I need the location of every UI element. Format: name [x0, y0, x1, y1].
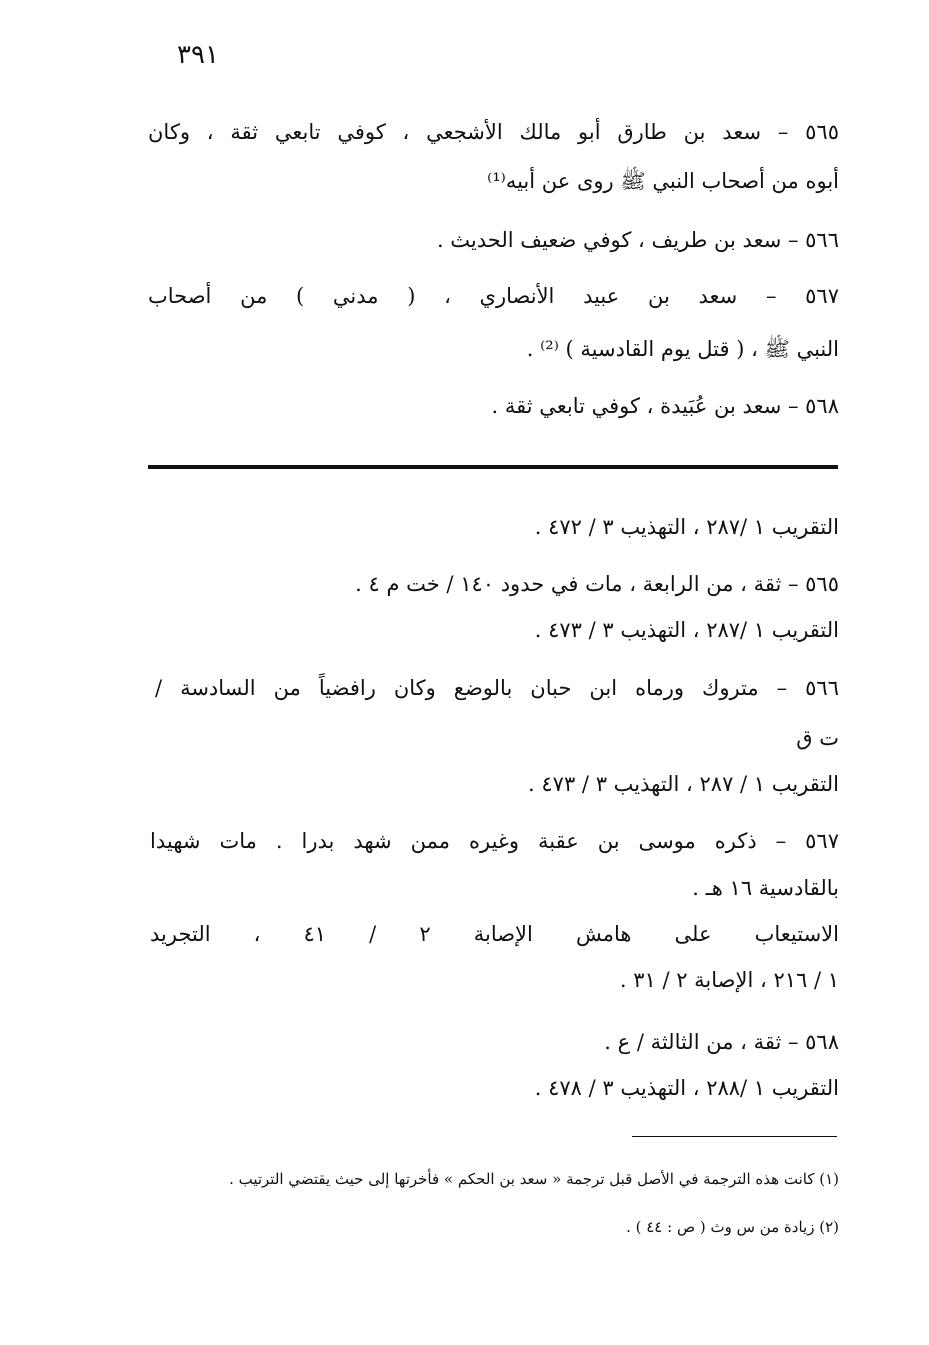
section-divider [148, 465, 838, 469]
note-567-line-3: الاستيعاب على هامش الإصابة ٢ / ٤١ ، التجريد [150, 922, 839, 946]
footnote-1: (١) كانت هذه الترجمة في الأصل قبل ترجمة « سعد بن الحكم » فأخرتها إلى حيث يقتضي الترتيب . [229, 1170, 839, 1188]
note-568-line-2: التقريب ١ /٢٨٨ ، التهذيب ٣ / ٤٧٨ . [534, 1076, 839, 1100]
entry-566-line-1: ٥٦٦ – سعد بن طريف ، كوفي ضعيف الحديث . [436, 228, 839, 252]
footnote-2: (٢) زيادة من س وث ( ص : ٤٤ ) . [626, 1218, 839, 1236]
note-566-line-2: ت ق [796, 726, 839, 750]
entry-567-line-1: ٥٦٧ – سعد بن عبيد الأنصاري ، ( مدني ) من أصحاب [148, 284, 839, 308]
entry-567-line-2: النبي ﷺ ، ( قتل يوم القادسية ) ⁽²⁾ . [526, 337, 839, 361]
note-0-line-1: التقريب ١ /٢٨٧ ، التهذيب ٣ / ٤٧٢ . [534, 515, 839, 539]
page-number: ٣٩١ [177, 40, 219, 70]
footnote-divider [632, 1136, 837, 1137]
entry-565-line-1: ٥٦٥ – سعد بن طارق أبو مالك الأشجعي ، كوفي تابعي ثقة ، وكان [148, 120, 839, 144]
entry-565-line-2: أبوه من أصحاب النبي ﷺ روى عن أبيه⁽¹⁾ [487, 169, 839, 193]
note-565-line-1: ٥٦٥ – ثقة ، من الرابعة ، مات في حدود ١٤٠ / خت م ٤ . [355, 572, 839, 596]
note-566-line-1: ٥٦٦ – متروك ورماه ابن حبان بالوضع وكان رافضياً من السادسة / [155, 676, 839, 700]
note-568-line-1: ٥٦٨ – ثقة ، من الثالثة / ع . [604, 1030, 839, 1054]
note-565-line-2: التقريب ١ /٢٨٧ ، التهذيب ٣ / ٤٧٣ . [534, 618, 839, 642]
note-567-line-4: ١ / ٢١٦ ، الإصابة ٢ / ٣١ . [619, 968, 839, 992]
note-566-line-3: التقريب ١ / ٢٨٧ ، التهذيب ٣ / ٤٧٣ . [528, 772, 839, 796]
note-567-line-1: ٥٦٧ – ذكره موسى بن عقبة وغيره ممن شهد بدرا . مات شهيدا [150, 829, 839, 853]
note-567-line-2: بالقادسية ١٦ هـ . [692, 876, 839, 900]
entry-568-line-1: ٥٦٨ – سعد بن عُبَيدة ، كوفي تابعي ثقة . [491, 394, 839, 418]
